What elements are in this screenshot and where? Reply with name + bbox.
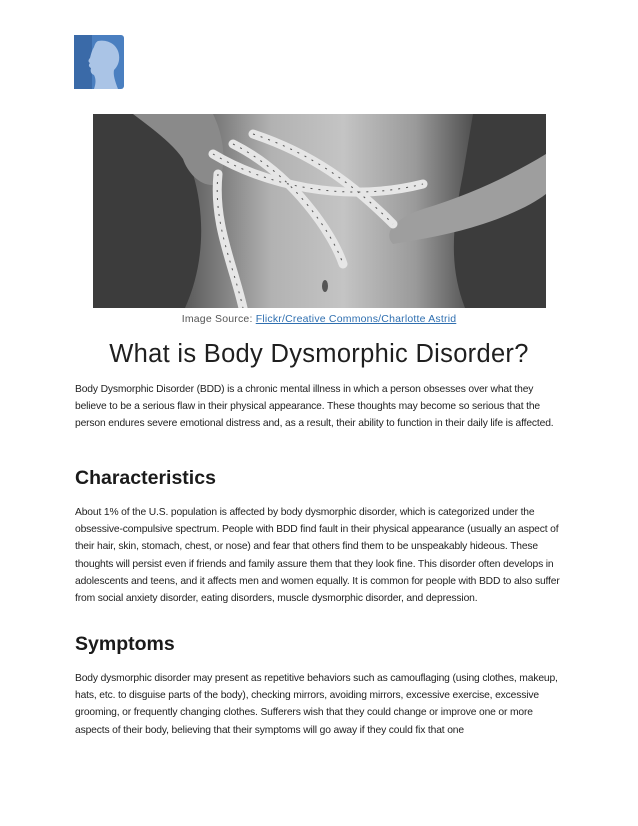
page-title: What is Body Dysmorphic Disorder? — [109, 340, 529, 368]
symptoms-paragraph: Body dysmorphic disorder may present as repetitive behaviors such as camouflaging (using clothes, makeup, hats, etc. to disguise parts of the body), checking mirrors, avoiding mirrors, excessive exercise, excessive grooming, or frequently changing clothes. Sufferers wish that they could change or improve one or more aspects of their body, believing that their symptoms will go away if they could fix that one — [75, 673, 558, 736]
section-heading-symptoms: Symptoms — [75, 633, 175, 655]
caption-source-link[interactable]: Flickr/Creative Commons/Charlotte Astrid — [255, 313, 457, 325]
article-photo — [93, 114, 546, 308]
site-logo — [74, 35, 124, 89]
characteristics-paragraph: About 1% of the U.S. population is affected by body dysmorphic disorder, which is categorized under the obsessive-compulsive spectrum. People with BDD find fault in their physical appearance (usually an aspect of their hair, skin, stomach, chest, or nose) and fear that others find them to be unspeakably hideous. These thoughts will persist even if friends and family assure them that they look fine. This disorder often develops in adolescents and teens, and it affects men and women equally. It is common for people with BDD to also suffer from social anxiety disorder, eating disorders, muscle dysmorphic disorder, and depression. — [75, 507, 560, 605]
intro-paragraph: Body Dysmorphic Disorder (BDD) is a chronic mental illness in which a person obsesses over what they believe to be a serious flaw in their physical appearance. These thoughts may become so serious that the person endures severe emotional distress and, as a result, their ability to function in their daily life is affected. — [75, 384, 554, 430]
caption-prefix: Image Source: — [181, 313, 256, 325]
section-heading-characteristics: Characteristics — [75, 467, 216, 489]
image-caption — [0, 313, 638, 325]
